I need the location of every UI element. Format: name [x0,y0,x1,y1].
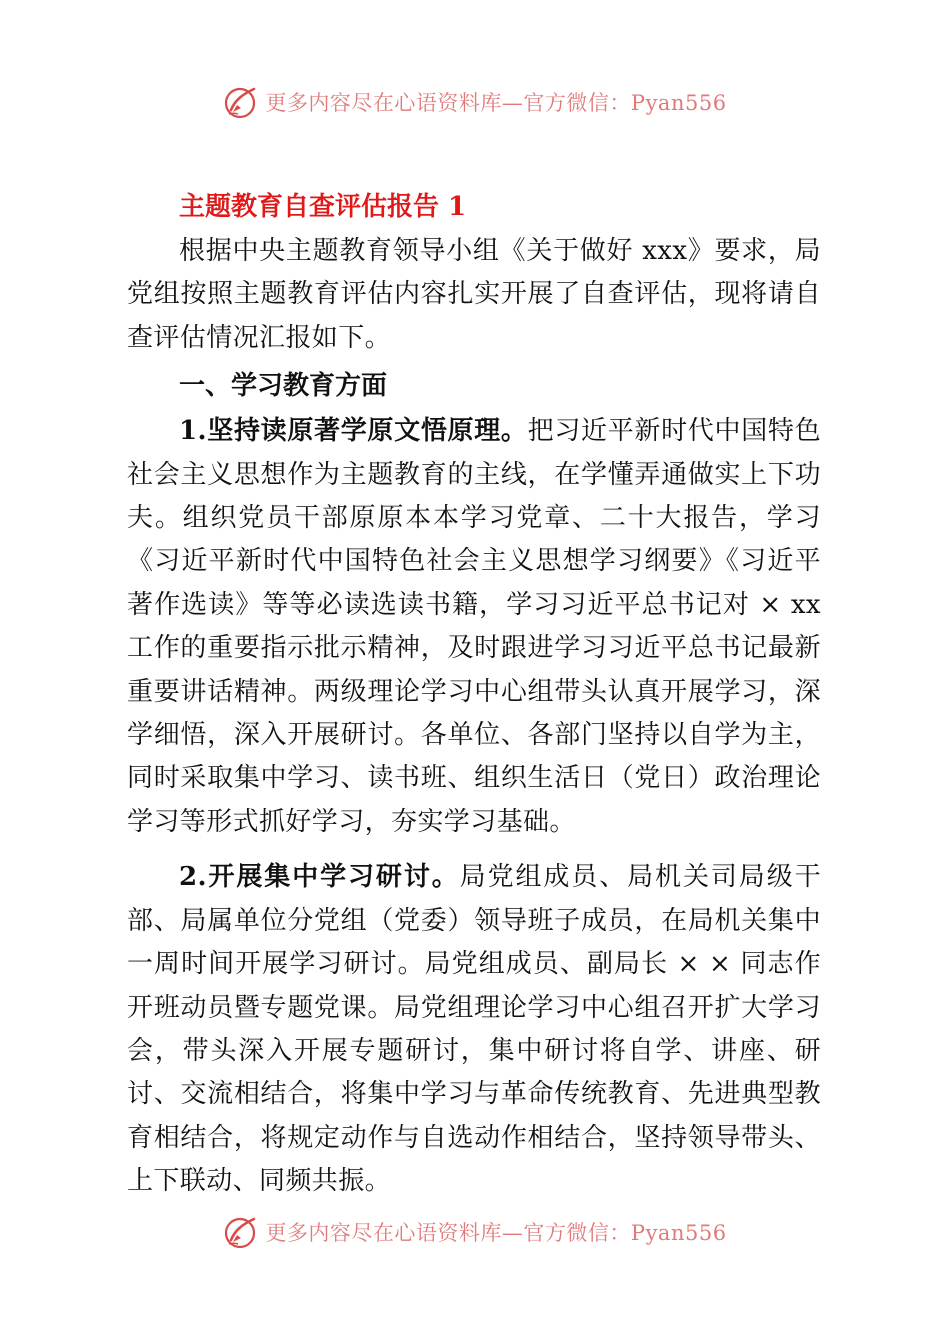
item-2-body: 局党组成员、局机关司局级干部、局属单位分党组（党委）领导班子成员，在局机关集中一周时间开展学习研讨。局党组成员、副局长 × × 同志作开班动员暨专题党课。局党组理论学习中心组召开扩大学习会，带头深入开展专题研讨，集中研讨将自学、讲座、研讨、交流相结合，将集中学习与革命传统教育、先进典型教育相结合，将规定动作与自选动作相结合，坚持领导带头、上下联动、同频共振。 [127,862,822,1197]
document-body [127,186,821,1204]
item-2-lead: 2.开展集中学习研讨。 [179,862,460,893]
pen-logo-icon [223,1214,259,1250]
section-heading: 一、学习教育方面 [179,371,388,402]
document-title: 主题教育自查评估报告 1 [179,192,467,222]
watermark-text: 更多内容尽在心语资料库—官方微信：Pyan556 [265,1221,727,1245]
intro-paragraph: 根据中央主题教育领导小组《关于做好 xxx》要求，局党组按照主题教育评估内容扎实开展了自查评估，现将请自查评估情况汇报如下。 [127,236,821,353]
item-1-body: 把习近平新时代中国特色社会主义思想作为主题教育的主线，在学懂弄通做实上下功夫。组织党员干部原原本本学习党章、二十大报告，学习《习近平新时代中国特色社会主义思想学习纲要》《习近平著作选读》等等必读选读书籍，学习习近平总书记对 × xx 工作的重要指示批示精神，及时跟进学习习近平总书记最新重要讲话精神。两级理论学习中心组带头认真开展学习，深学细悟，深入开展研讨。各单位、各部门坚持以自学为主，同时采取集中学习、读书班、组织生活日（党日）政治理论学习等形式抓好学习，夯实学习基础。 [127,416,822,837]
pen-logo-icon [223,84,259,120]
watermark-text: 更多内容尽在心语资料库—官方微信：Pyan556 [265,91,727,115]
item-1-lead: 1.坚持读原著学原文悟原理。 [179,416,528,447]
item-2-paragraph [127,856,821,1203]
header-watermark [0,78,950,126]
item-1-paragraph [127,410,821,844]
footer-watermark [0,1208,950,1256]
